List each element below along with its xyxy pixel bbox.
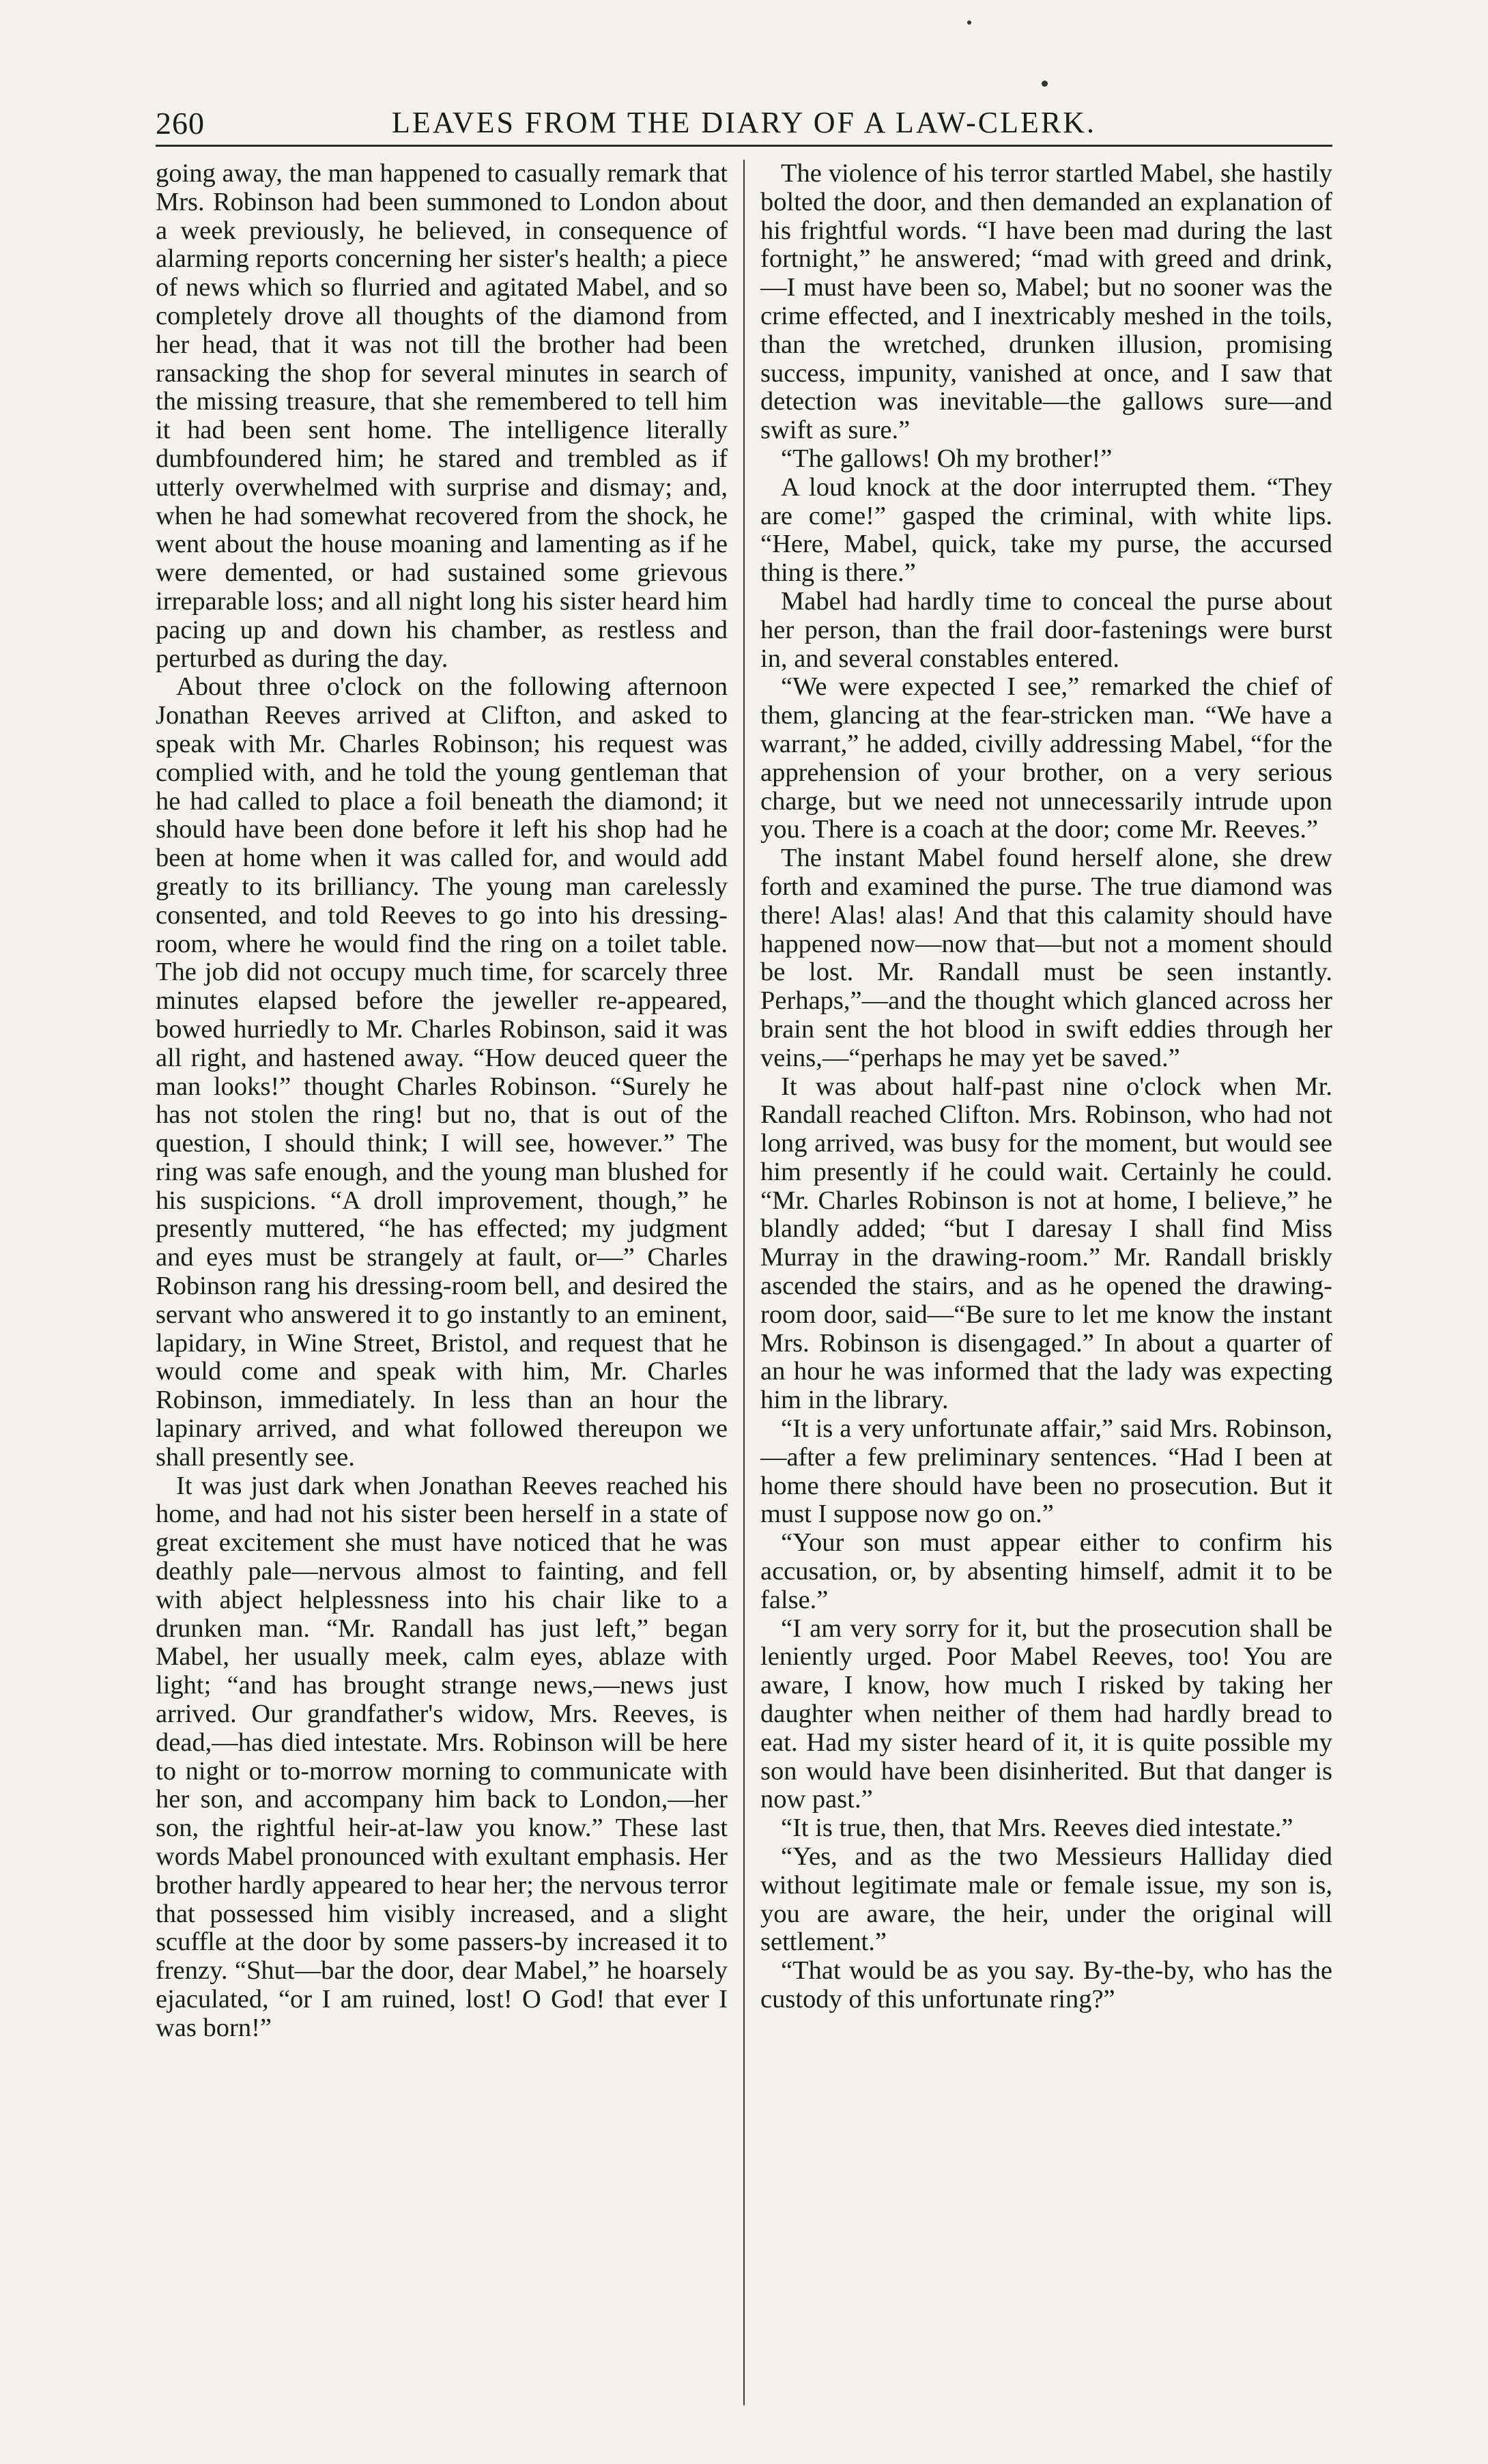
paragraph: “It is true, then, that Mrs. Reeves died intestate.” — [781, 1814, 1293, 1843]
page — [156, 102, 1332, 2409]
paragraph: Mabel had hardly time to conceal the purse about her person, than the frail door-fastenings were burst in, and several constables entered. — [760, 586, 1332, 673]
paragraph: “I am very sorry for it, but the prosecution shall be leniently urged. Poor Mabel Reeves, too! You are aware, I know, how much I risked by taking her daughter when neither of them had hardly bread to eat. Had my sister heard of it, it is quite possible my son would have been disinherited. But that danger is now past.” — [760, 1614, 1332, 1814]
paragraph: “Your son must appear either to confirm his accusation, or, by absenting himself, admit it to be false.” — [760, 1528, 1332, 1614]
ink-speck — [967, 20, 971, 25]
paragraph: “The gallows! Oh my brother!” — [781, 444, 1113, 473]
column-divider — [743, 160, 745, 2405]
paragraph: A loud knock at the door interrupted them. “They are come!” gasped the criminal, with white lips. “Here, Mabel, quick, take my purse, the accursed thing is there.” — [760, 472, 1332, 588]
text-columns — [156, 160, 1332, 2405]
paragraph: It was just dark when Jonathan Reeves reached his home, and had not his sister been herself in a state of great excitement she must have noticed that he was deathly pale—nervous almost to fainting, and fell with abject helplessness into his chair like to a drunken man. “Mr. Randall has just left,” began Mabel, her usually meek, calm eyes, ablaze with light; “and has brought strange news,—news just arrived. Our grandfather's widow, Mrs. Reeves, is dead,—has died intestate. Mrs. Robinson will be here to night or to-morrow morning to communicate with her son, and accompany him back to London,—her son, the rightful heir-at-law you know.” These last words Mabel pronounced with exultant emphasis. Her brother hardly appeared to hear her; the nervous terror that possessed him visibly increased, and a slight scuffle at the door by some passers-by increased it to frenzy. “Shut—bar the door, dear Mabel,” he hoarsely ejaculated, “or I am ruined, lost! O God! that ever I was born!” — [156, 1471, 728, 2042]
page-header — [156, 102, 1332, 147]
paragraph: “That would be as you say. By-the-by, who has the custody of this unfortunate ring?” — [760, 1956, 1332, 2014]
paragraph: The violence of his terror startled Mabel, she hastily bolted the door, and then demanded an explanation of his frightful words. “I have been mad during the last fortnight,” he answered; “mad with greed and drink,—I must have been so, Mabel; but no sooner was the crime effected, and I inextricably meshed in the toils, than the wretched, drunken illusion, promising success, impunity, vanished at once, and I saw that detection was inevitable—the gallows sure—and swift as sure.” — [760, 160, 1332, 445]
ink-speck — [1042, 81, 1048, 87]
paragraph: “It is a very unfortunate affair,” said Mrs. Robinson,—after a few preliminary sentences. “Had I been at home there should have been no prosecution. But it must I suppose now go on.” — [760, 1414, 1332, 1529]
running-title: LEAVES FROM THE DIARY OF A LAW-CLERK. — [392, 106, 1096, 139]
paragraph: “Yes, and as the two Messieurs Halliday died without legitimate male or female issue, my son is, you are aware, the heir, under the original will settlement.” — [760, 1842, 1332, 1957]
paragraph: going away, the man happened to casually remark that Mrs. Robinson had been summoned to London about a week previously, he believed, in consequence of alarming reports concerning her sister's health; a piece of news which so flurried and agitated Mabel, and so completely drove all thoughts of the diamond from her head, that it was not till the brother had been ransacking the shop for several minutes in search of the missing treasure, that she remembered to tell him it had been sent home. The intelligence literally dumbfoundered him; he stared and trembled as if utterly overwhelmed with surprise and dismay; and, when he had somewhat recovered from the shock, he went about the house moaning and lamenting as if he were demented, or had sustained some grievous irreparable loss; and all night long his sister heard him pacing up and down his chamber, as restless and perturbed as during the day. — [156, 160, 728, 673]
page-number: 260 — [156, 106, 205, 141]
paragraph: “We were expected I see,” remarked the chief of them, glancing at the fear-stricken man. “We have a warrant,” he added, civilly addressing Mabel, “for the apprehension of your brother, on a very serious charge, but we need not unnecessarily intrude upon you. There is a coach at the door; come Mr. Reeves.” — [760, 672, 1332, 844]
paragraph: About three o'clock on the following afternoon Jonathan Reeves arrived at Clifton, and asked to speak with Mr. Charles Robinson; his request was complied with, and he told the young gentleman that he had called to place a foil beneath the diamond; it should have been done before it left his shop had he been at home when it was called for, and would add greatly to its brilliancy. The young man carelessly consented, and told Reeves to go into his dressing-room, where he would find the ring on a toilet table. The job did not occupy much time, for scarcely three minutes elapsed before the jeweller re-appeared, bowed hurriedly to Mr. Charles Robinson, said it was all right, and hastened away. “How deuced queer the man looks!” thought Charles Robinson. “Surely he has not stolen the ring! but no, that is out of the question, I should think; I will see, however.” The ring was safe enough, and the young man blushed for his suspicions. “A droll improvement, though,” he presently muttered, “he has effected; my judgment and eyes must be strangely at fault, or—” Charles Robinson rang his dressing-room bell, and desired the servant who answered it to go instantly to an eminent, lapidary, in Wine Street, Bristol, and request that he would come and speak with him, Mr. Charles Robinson, immediately. In less than an hour the lapinary arrived, and what followed thereupon we shall presently see. — [156, 672, 728, 1472]
paragraph: It was about half-past nine o'clock when Mr. Randall reached Clifton. Mrs. Robinson, who had not long arrived, was busy for the moment, but would see him presently if he could wait. Certainly he could. “Mr. Charles Robinson is not at home, I believe,” he blandly added; “but I daresay I shall find Miss Murray in the drawing-room.” Mr. Randall briskly ascended the stairs, and as he opened the drawing-room door, said—“Be sure to let me know the instant Mrs. Robinson is disengaged.” In about a quarter of an hour he was informed that the lady was expecting him in the library. — [760, 1072, 1332, 1415]
right-column — [760, 160, 1332, 2405]
paragraph: The instant Mabel found herself alone, she drew forth and examined the purse. The true diamond was there! Alas! alas! And that this calamity should have happened now—now that—but not a moment should be lost. Mr. Randall must be seen instantly. Perhaps,”—and the thought which glanced across her brain sent the hot blood in swift eddies through her veins,—“perhaps he may yet be saved.” — [760, 844, 1332, 1072]
left-column — [156, 160, 728, 2405]
